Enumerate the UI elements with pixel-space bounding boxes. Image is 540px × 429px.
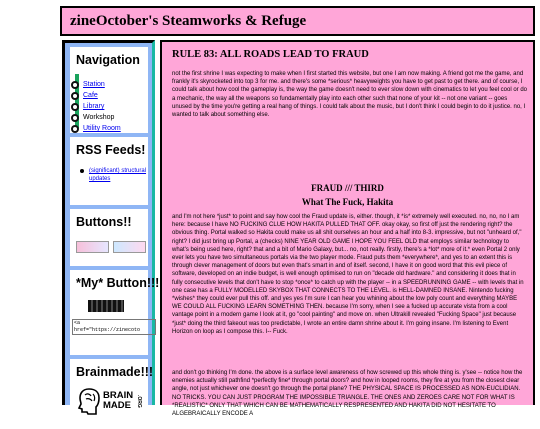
embed-code-textarea[interactable]: <a href="https://zinecoto (72, 319, 156, 335)
brainmade-title: Brainmade!!! (76, 365, 154, 379)
nav-link-utility-room[interactable]: Utility Room (83, 125, 121, 132)
button-row (70, 229, 148, 253)
navigation-title: Navigation (76, 53, 140, 67)
site-title: zineOctober's Steamworks & Refuge (70, 13, 307, 29)
nav-link-cafe[interactable]: Cafe (83, 92, 98, 99)
main-content (160, 40, 535, 418)
brainmade-line-2: MADE (103, 400, 131, 411)
brainmade-line-1: BRAIN (103, 390, 134, 401)
station-dot-icon (71, 92, 79, 100)
post-body-paragraph: and I'm not here *just* to point and say how cool the Fraud update is, either. though, it *is* extremely well executed. no, no, no I am here: because I have NO FUCKING CLUE HOW HAKITA PULLED THAT OFF. okay okay, so first off just the rendering right? the obvious thing. Portal walked so Hakita could make us all shit ourselves an hour and a half into 8-3. impressive, but not "unheard of," right? I did just bring up Portal, a (checks) NINE YEAR OLD GAME I HOPE YOU FEEL OLD that employs similar technology to what's being used here, right? that and a bit of Mario Galaxy, but... no, not really. firstly, there's a *lot* more of it.* even Portal 2 only ever lets you have two simultaneous portals via the two player mode. Fraud puts them *everywhere*, and yes to an extent this is through clever management of doors but even that's smart in and of itself. second, I have it on good word that this evil piece of software, developed on an indie budget, is well enough optimised to run on "decade old hardware." and considering it does that in fully consecutive levels that don't have to stop *once* to catch up with the player -- in a SPEEDRUNNING GAME -- with levels that in one case has a FULLY MODELLED SKYBOX THAT CONNECTS TO THE LEVEL. is HELL-DAMNED INSANE. Nintendo fucking *wishes* they could ever pull this off. and yes yes I'm sure I can hear you whining about the low poly count and everything MAYBE WE COULD ALL FUCKING LEARN SOMETHING THEN. because I'm sorry, when I see a fucked up accurate vista from a cool vantage point in a modern game I look at it, go "cool painting" and move on. when Ultrakill revealed "Fucking Space" just because *just* doing the third fakeout was too predictable, I wrote an entire damn shrine about it. I'm going insane. I'm listening to Event Horizon on loop as I compose this. I-- Fuck. (172, 214, 524, 335)
nav-item-workshop (71, 112, 114, 123)
nav-link-library[interactable]: Library (83, 103, 105, 110)
site-button-badge[interactable] (113, 241, 146, 253)
station-dot-icon (71, 81, 79, 89)
nav-item-cafe[interactable] (71, 90, 98, 101)
brainmade-box (70, 359, 154, 429)
rss-box (70, 137, 148, 205)
buttons-title: Buttons!! (76, 215, 132, 229)
station-dot-icon (71, 125, 79, 133)
station-dot-icon (71, 103, 79, 111)
post-title: RULE 83: ALL ROADS LEAD TO FRAUD (172, 49, 369, 60)
nav-item-library[interactable] (71, 101, 104, 112)
my-button-title: *My* Button!!! (76, 276, 160, 290)
nav-item-station[interactable] (71, 79, 105, 90)
section-subheading: What The Fuck, Hakita (301, 197, 394, 207)
rss-title: RSS Feeds! (76, 143, 146, 157)
brain-head-icon (78, 387, 100, 415)
site-header (60, 6, 535, 36)
site-button-badge[interactable] (76, 241, 109, 253)
navigation-box (70, 47, 148, 133)
section-heading: FRAUD /// THIRD (311, 183, 384, 193)
buttons-box (70, 209, 148, 266)
my-button-badge[interactable] (88, 300, 124, 312)
my-button-box (70, 270, 160, 355)
post-intro-paragraph: not the first shrine I was expecting to make when I first started this website, but one I am now making. A friend got me the game, and frankly it's skyrocketed into top 3 for me. and there's some *serious* heavyweights you have to get past to get there. and of course, I could talk about how cool the gameplay is, the way the game doesn't need to ever slow down with cinematics to let you feel cool or do a mechanic, the way all the weapons so fundamentally play into each other such that none of your kit -- not one variant -- goes unused by the time you're getting a real hang of things. I could talk about the music, but I don't think I could begin to do it justice. no, I wanted to talk about something else. (172, 71, 528, 119)
bullet-icon (80, 169, 84, 173)
rss-item (80, 167, 148, 183)
post-body-paragraph-2: and don't go thinking I'm done. the above is a surface level awareness of how screwed up this whole thing is. y'see -- notice how the enemies actually still pathfind *perfectly fine* through portal doors? and how in looped rooms, they fire at you from the closest clear angle, not just whichever one doesn't go through the portal plane? THE PHYSICAL SPACE IS PROCESSED AS NON-EUCLIDIAN. NO TRICKS. YOU CAN JUST PROGRAM THE IMPOSSIBLE TRIANGLE. THE ONES AND ZEROES CARE NOT FOR WHAT IS *REALISTIC* ONLY THAT WHICH CAN BE MATHEMATICALLY RESPRESENTED AND HAKITA DID NOT HESITATE TO ALGEBRAICALLY ENCODE A (172, 370, 523, 418)
rss-link-structural-updates[interactable]: (significant) structural updates (89, 168, 147, 182)
brainmade-wordmark (103, 391, 133, 411)
brainmade-side-text: .ORG (136, 394, 143, 408)
nav-link-station[interactable]: Station (83, 81, 105, 88)
brainmade-logo[interactable] (70, 379, 148, 415)
sidebar (62, 40, 160, 411)
station-dot-icon (71, 114, 79, 122)
nav-item-utility-room[interactable] (71, 123, 121, 134)
nav-text-workshop: Workshop (83, 114, 115, 121)
